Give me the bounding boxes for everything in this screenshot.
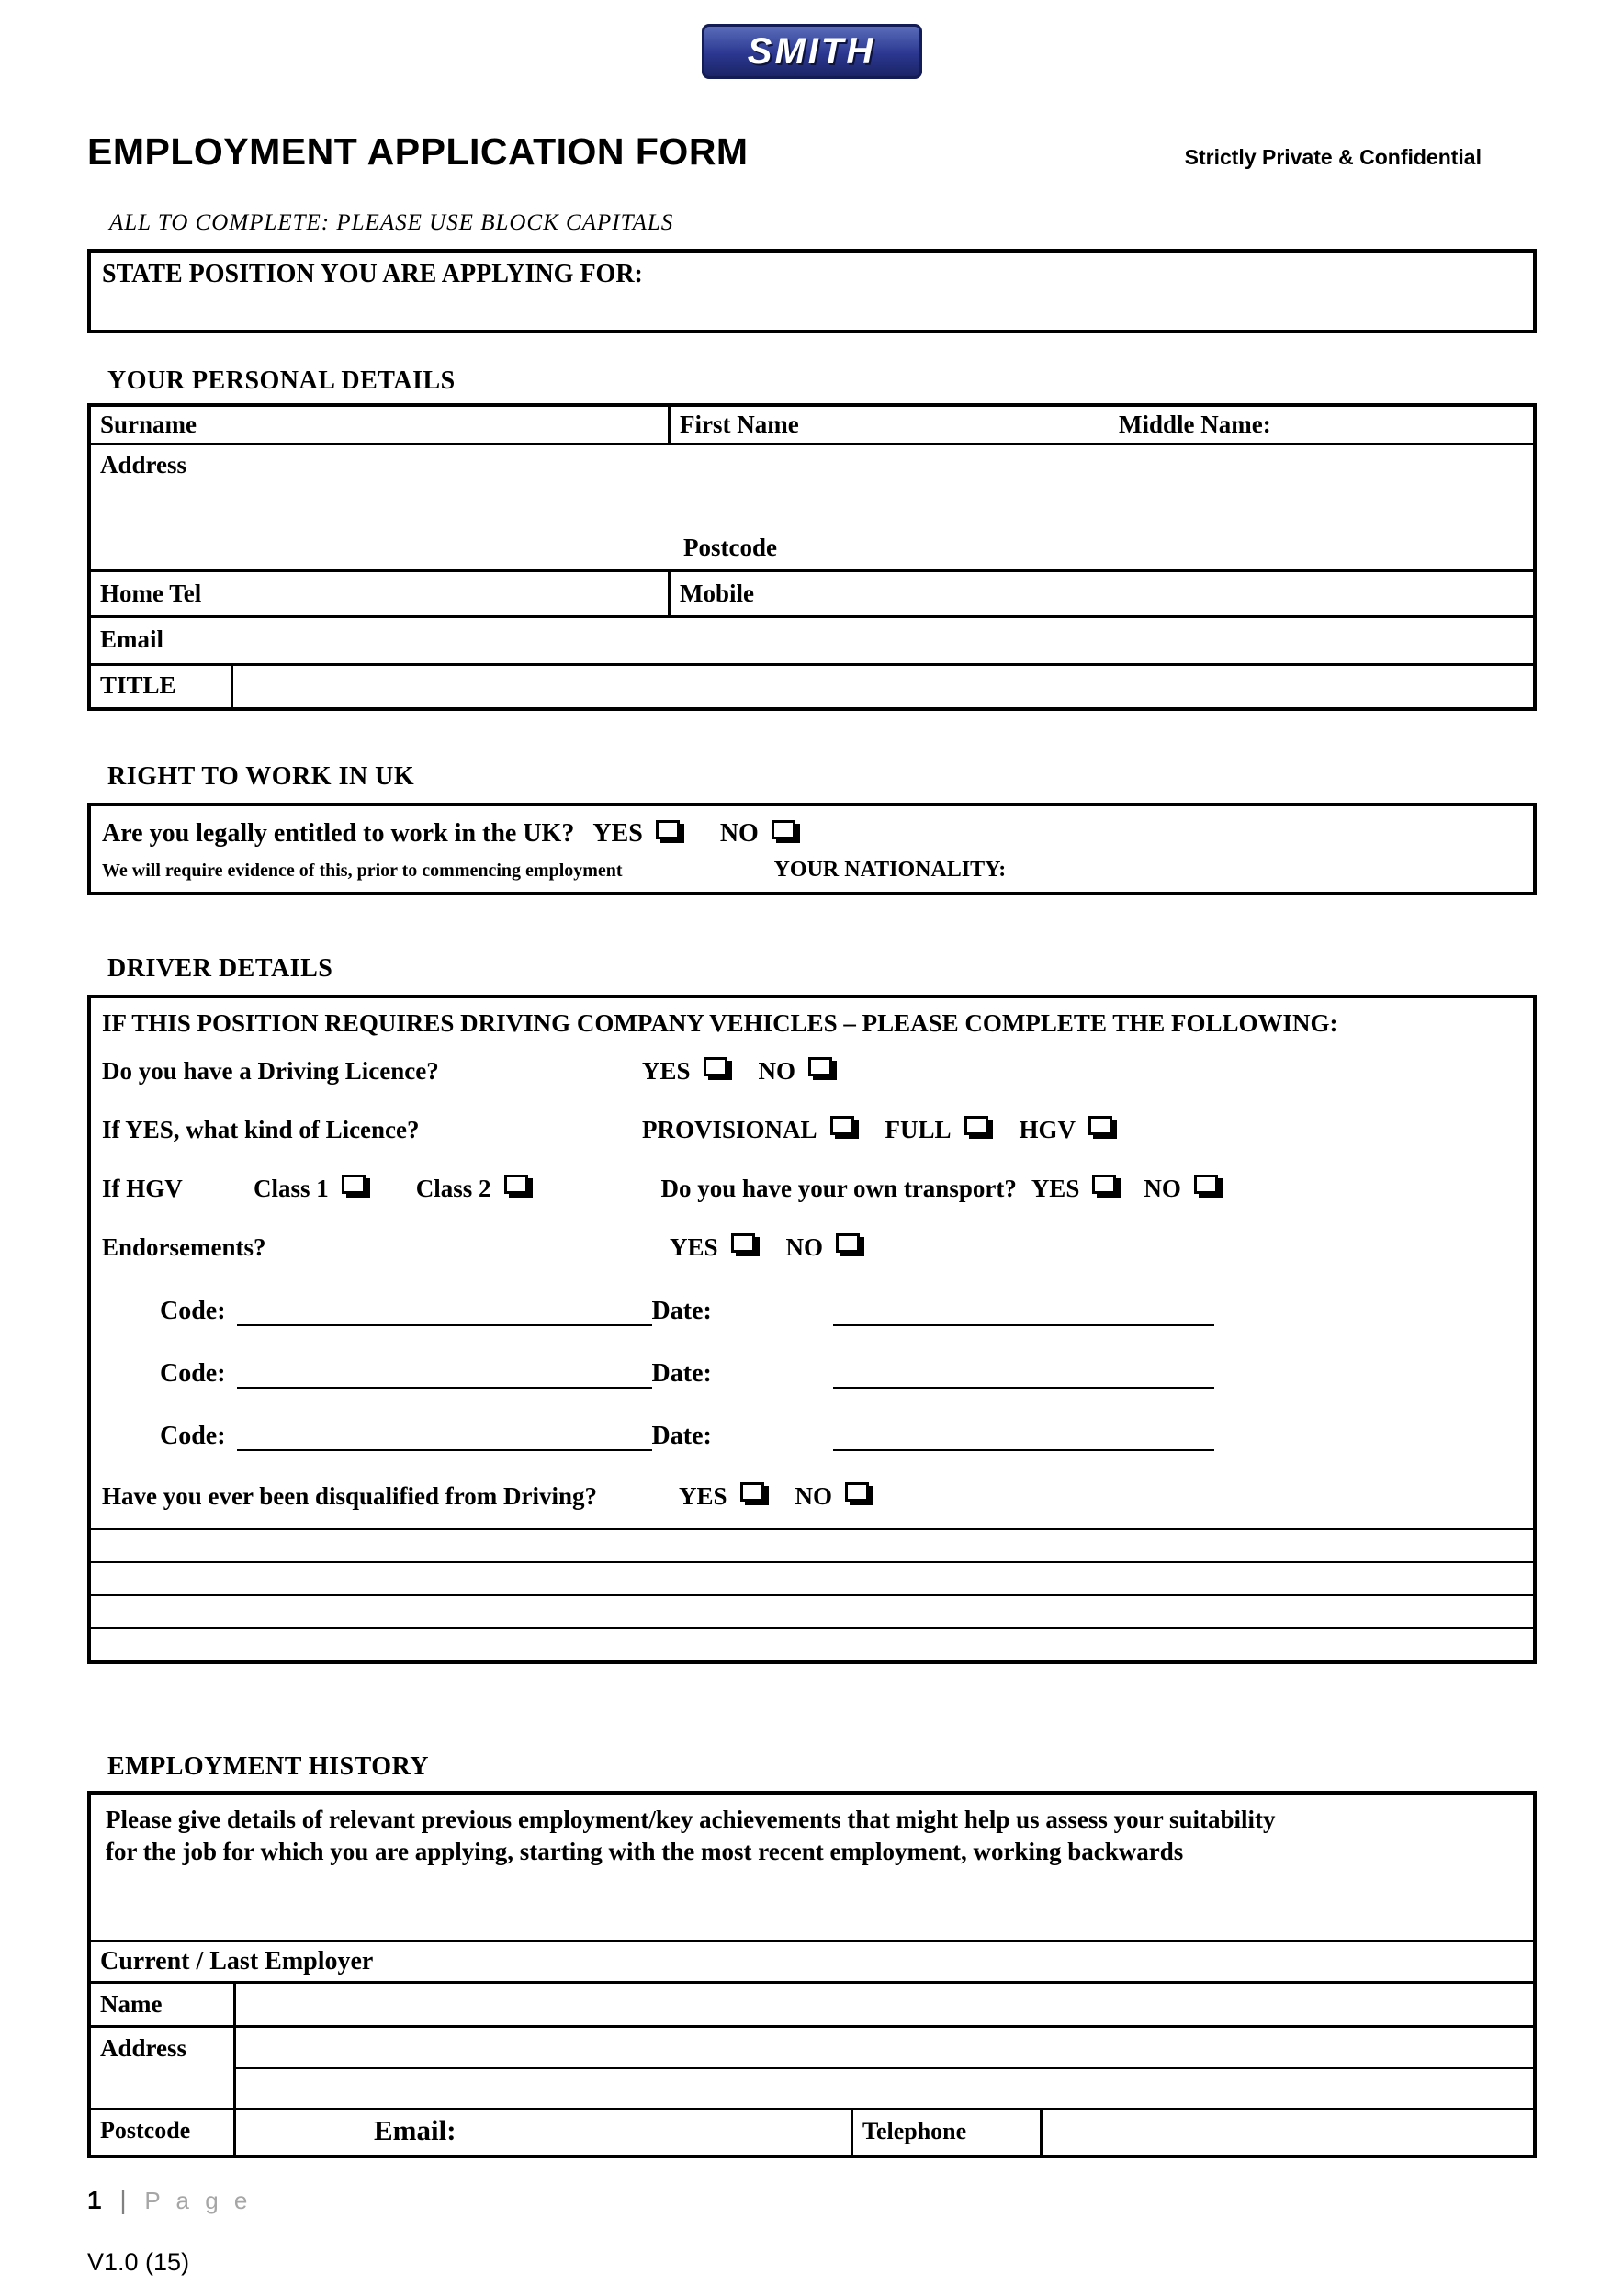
code-label-1: Code:	[160, 1297, 226, 1325]
driver-blank-line-1[interactable]	[91, 1528, 1533, 1561]
date-label-2: Date:	[651, 1359, 712, 1388]
title-row	[87, 130, 1537, 174]
address-label: Address	[100, 451, 187, 478]
class2-checkbox[interactable]	[504, 1175, 528, 1194]
class2-label: Class 2	[415, 1174, 491, 1202]
licence-no-label: NO	[758, 1056, 796, 1085]
employer-telephone-label: Telephone	[853, 2110, 1043, 2155]
phone-row	[91, 569, 1533, 615]
middle-name-label: Middle Name:	[1119, 411, 1271, 438]
rtw-yes-label: YES	[592, 819, 643, 848]
name-row	[91, 407, 1533, 443]
provisional-checkbox[interactable]	[830, 1116, 854, 1135]
right-to-work-question-row	[102, 814, 1522, 854]
employment-intro-line-1: Please give details of relevant previous employment/key achievements that might help us assess your suitability	[106, 1806, 1276, 1833]
code-date-row-3	[91, 1401, 1533, 1464]
employer-address-line-1[interactable]	[236, 2028, 1533, 2069]
employer-telephone-input-area[interactable]	[1043, 2110, 1533, 2155]
right-to-work-note-row	[102, 858, 1522, 883]
address-field[interactable]	[91, 443, 1533, 569]
right-to-work-question: Are you legally entitled to work in the UK?	[102, 819, 575, 848]
company-logo-text: SMITH	[747, 30, 876, 72]
employment-intro	[91, 1795, 1533, 1888]
right-to-work-heading: RIGHT TO WORK IN UK	[107, 762, 415, 791]
code-label-3: Code:	[160, 1422, 226, 1450]
form-content	[0, 130, 1623, 2158]
employer-name-input-area[interactable]	[236, 1984, 1533, 2025]
date-label-3: Date:	[651, 1422, 712, 1450]
disqualified-no-label: NO	[795, 1481, 833, 1510]
employer-contact-row	[91, 2110, 1533, 2155]
company-logo	[702, 24, 922, 79]
licence-yes-label: YES	[642, 1056, 691, 1085]
personal-details-table	[87, 403, 1537, 711]
nationality-label[interactable]: YOUR NATIONALITY:	[773, 858, 1007, 882]
employer-address-input-area	[236, 2028, 1533, 2108]
disqualified-yes-checkbox[interactable]	[740, 1482, 764, 1502]
footer-separator: |	[119, 2186, 127, 2214]
hgv-class-row	[91, 1159, 1533, 1218]
provisional-label: PROVISIONAL	[642, 1115, 817, 1143]
driving-licence-question: Do you have a Driving Licence?	[102, 1056, 439, 1085]
full-label: FULL	[885, 1115, 952, 1143]
title-label-cell	[91, 666, 233, 707]
employer-name-row	[91, 1984, 1533, 2028]
disqualified-yes-label: YES	[679, 1481, 727, 1510]
code-label-2: Code:	[160, 1359, 226, 1388]
mobile-label: Mobile	[680, 580, 754, 607]
disqualified-row	[91, 1464, 1533, 1528]
employment-intro-line-2: for the job for which you are applying, starting with the most recent employment, working backwards	[106, 1838, 1184, 1866]
licence-kind-row	[91, 1100, 1533, 1159]
full-checkbox[interactable]	[964, 1116, 988, 1135]
employer-name-label: Name	[91, 1984, 236, 2025]
hgv-label: HGV	[1019, 1115, 1076, 1143]
date-input-line-3[interactable]	[833, 1444, 1214, 1451]
page-title: EMPLOYMENT APPLICATION FORM	[87, 130, 749, 173]
class1-checkbox[interactable]	[342, 1175, 366, 1194]
transport-no-checkbox[interactable]	[1194, 1175, 1218, 1194]
employer-email-label: Email:	[374, 2114, 456, 2146]
disqualified-question: Have you ever been disqualified from Driving?	[102, 1481, 597, 1510]
employer-postcode-label[interactable]: Postcode	[91, 2110, 236, 2155]
licence-no-checkbox[interactable]	[808, 1057, 832, 1076]
title-input-area[interactable]	[233, 666, 1533, 707]
endorsements-no-label: NO	[785, 1232, 824, 1261]
endorsements-yes-label: YES	[670, 1232, 718, 1261]
rtw-no-label: NO	[719, 819, 759, 848]
employment-history-box	[87, 1791, 1537, 2158]
current-employer-row: Current / Last Employer	[91, 1940, 1533, 1984]
employer-address-line-2[interactable]	[236, 2069, 1533, 2109]
endorsements-row	[91, 1218, 1533, 1277]
home-tel-label: Home Tel	[100, 580, 202, 607]
driver-blank-line-2[interactable]	[91, 1561, 1533, 1594]
endorsements-question: Endorsements?	[102, 1232, 266, 1261]
own-transport-question: Do you have your own transport?	[660, 1174, 1017, 1202]
employer-email-cell[interactable]	[236, 2110, 853, 2155]
right-to-work-box	[87, 803, 1537, 895]
code-date-row-2	[91, 1339, 1533, 1401]
if-hgv-label: If HGV	[102, 1174, 183, 1202]
date-input-line-1[interactable]	[833, 1319, 1214, 1326]
driver-details-heading: DRIVER DETAILS	[107, 954, 333, 983]
confidential-label: Strictly Private & Confidential	[1184, 145, 1482, 169]
home-tel-field[interactable]	[91, 572, 671, 615]
title-label: TITLE	[100, 671, 176, 699]
surname-field[interactable]	[91, 407, 671, 443]
evidence-note: We will require evidence of this, prior to commencing employment	[102, 861, 623, 881]
footer-page-indicator	[87, 2186, 252, 2215]
transport-no-label: NO	[1144, 1174, 1181, 1202]
position-applied-box[interactable]	[87, 249, 1537, 333]
footer-version: V1.0 (15)	[87, 2248, 190, 2276]
code-input-line-2[interactable]	[237, 1381, 652, 1389]
mobile-field[interactable]	[671, 572, 1533, 615]
first-name-label: First Name	[680, 411, 799, 438]
date-label-1: Date:	[651, 1297, 712, 1325]
driver-blank-line-4[interactable]	[91, 1627, 1533, 1660]
first-name-field[interactable]	[671, 407, 1533, 443]
code-date-row-1	[91, 1277, 1533, 1339]
licence-kind-question: If YES, what kind of Licence?	[102, 1115, 420, 1143]
position-applied-label: STATE POSITION YOU ARE APPLYING FOR:	[102, 260, 643, 288]
email-field[interactable]	[91, 615, 1533, 663]
transport-yes-checkbox[interactable]	[1092, 1175, 1116, 1194]
postcode-label: Postcode	[683, 534, 777, 561]
driver-intro: IF THIS POSITION REQUIRES DRIVING COMPANY VEHICLES – PLEASE COMPLETE THE FOLLOWING:	[102, 1009, 1338, 1037]
footer-page-number: 1	[87, 2186, 102, 2214]
code-input-line-3[interactable]	[237, 1444, 652, 1451]
transport-yes-label: YES	[1031, 1174, 1080, 1202]
licence-yes-checkbox[interactable]	[704, 1057, 727, 1076]
employment-intro-blank-area[interactable]	[91, 1888, 1533, 1940]
rtw-yes-checkbox[interactable]	[656, 820, 680, 839]
personal-details-heading: YOUR PERSONAL DETAILS	[107, 366, 456, 395]
endorsements-yes-checkbox[interactable]	[731, 1233, 755, 1253]
email-label: Email	[100, 625, 164, 653]
driving-licence-row	[91, 1041, 1533, 1100]
hgv-checkbox[interactable]	[1088, 1116, 1112, 1135]
date-input-line-2[interactable]	[833, 1381, 1214, 1389]
disqualified-no-checkbox[interactable]	[845, 1482, 869, 1502]
code-input-line-1[interactable]	[237, 1319, 652, 1326]
surname-label: Surname	[100, 411, 197, 438]
block-capitals-instruction: ALL TO COMPLETE: PLEASE USE BLOCK CAPITALS	[109, 210, 674, 235]
rtw-no-checkbox[interactable]	[772, 820, 795, 839]
footer-page-word: P a g e	[144, 2187, 253, 2214]
class1-label: Class 1	[254, 1174, 329, 1202]
employment-history-heading: EMPLOYMENT HISTORY	[107, 1752, 430, 1781]
employer-address-label: Address	[91, 2028, 236, 2108]
employer-address-row	[91, 2028, 1533, 2110]
driver-details-box	[87, 995, 1537, 1664]
endorsements-no-checkbox[interactable]	[836, 1233, 860, 1253]
driver-blank-line-3[interactable]	[91, 1594, 1533, 1627]
title-row-field	[91, 663, 1533, 707]
